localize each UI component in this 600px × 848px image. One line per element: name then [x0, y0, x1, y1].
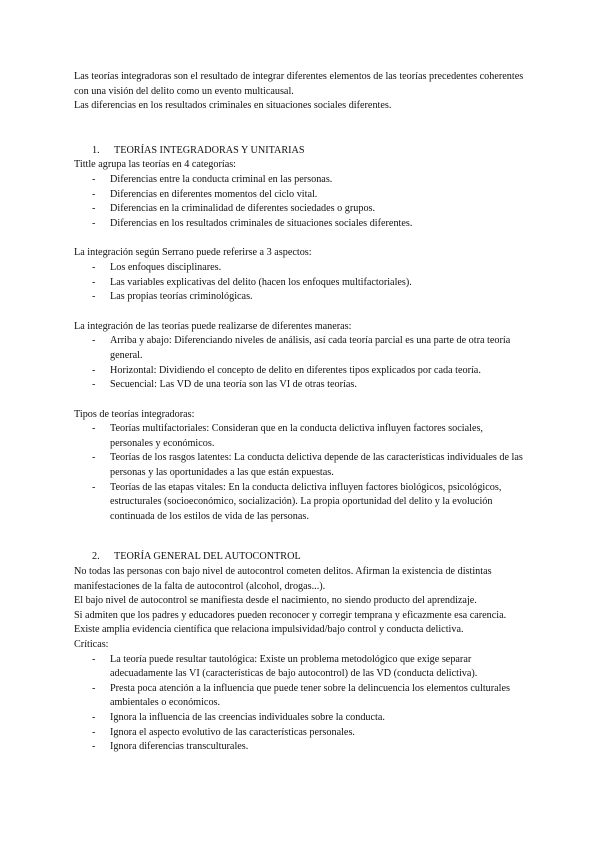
- block-lead: Tittle agrupa las teorías en 4 categorías:: [74, 159, 237, 171]
- dash-marker: -: [92, 653, 96, 665]
- list-item: - Presta poca atención a la influencia que puede tener sobre la delincuencia los elementos culturales ambientales o económicos.: [92, 682, 510, 709]
- section-1-block-3: [74, 320, 526, 393]
- list-item: - Horizontal: Dividiendo el concepto de delito en diferentes tipos explicados por cada teoría.: [74, 364, 526, 379]
- list-item: - Diferencias en diferentes momentos del ciclo vital.: [74, 188, 526, 203]
- dash-list: [74, 422, 526, 524]
- dash-marker: -: [92, 741, 96, 753]
- list-item: - Los enfoques disciplinares.: [74, 261, 526, 276]
- list-item: - Ignora el aspecto evolutivo de las características personales.: [74, 726, 526, 741]
- section-1-block-1: [74, 158, 526, 231]
- intro-paragraph-2: Las diferencias en los resultados criminales en situaciones sociales diferentes.: [74, 100, 392, 112]
- list-item: - La teoría puede resultar tautológica: Existe un problema metodológico que exige separar adecuadamente las VI (características de bajo autocontrol) de las VD (conducta delictiva).: [92, 653, 478, 680]
- dash-list: [74, 261, 526, 305]
- dash-list: [74, 173, 526, 231]
- dash-marker: -: [92, 335, 96, 347]
- section-2-heading: [74, 550, 526, 565]
- list-item: - Ignora diferencias transculturales.: [74, 740, 526, 755]
- dash-list: [74, 334, 526, 392]
- list-item: - Las variables explicativas del delito (hacen los enfoques multifactoriales).: [74, 276, 526, 291]
- list-item: - Arriba y abajo: Diferenciando niveles de análisis, así cada teoría parcial es una parte de otra teoría general.: [92, 335, 511, 361]
- section-2-number: 2.: [92, 551, 100, 563]
- intro: [74, 70, 526, 114]
- dash-marker: -: [92, 379, 96, 391]
- paragraph: El bajo nivel de autocontrol se manifiesta desde el nacimiento, no siendo producto del aprendizaje.: [74, 595, 477, 607]
- section-1-number: 1.: [92, 144, 100, 156]
- section-2-title: TEORÍA GENERAL DEL AUTOCONTROL: [114, 551, 301, 563]
- section-1-block-2: [74, 246, 526, 304]
- dash-marker: -: [92, 188, 96, 200]
- dash-marker: -: [92, 423, 96, 435]
- dash-marker: -: [92, 203, 96, 215]
- section-1-title: TEORÍAS INTEGRADORAS Y UNITARIAS: [114, 144, 305, 156]
- dash-marker: -: [92, 682, 96, 694]
- dash-marker: -: [92, 217, 96, 229]
- dash-marker: -: [92, 261, 96, 273]
- critiques-list: [74, 653, 526, 755]
- paragraph: Existe amplia evidencia científica que relaciona impulsividad/bajo control y conducta delictiva.: [74, 624, 464, 636]
- section-1-heading: [74, 144, 526, 159]
- list-item: - Teorías de los rasgos latentes: La conducta delictiva depende de las características individuales de las personas y las oportunidades a las que están expuestas.: [92, 452, 523, 479]
- dash-marker: -: [92, 481, 96, 493]
- section-2-body: [74, 565, 526, 755]
- list-item: - Teorías multifactoriales: Consideran que en la conducta delictiva influyen factores sociales, personales y económicos.: [92, 423, 483, 449]
- list-item: - Diferencias en la criminalidad de diferentes sociedades o grupos.: [74, 202, 526, 217]
- list-item: - Ignora la influencia de las creencias individuales sobre la conducta.: [74, 711, 526, 726]
- block-lead: La integración de las teorías puede realizarse de diferentes maneras:: [74, 320, 352, 332]
- section-1-block-4: [74, 408, 526, 525]
- paragraph: No todas las personas con bajo nivel de autocontrol cometen delitos. Afirman la existencia de distintas manifestaciones de la falta de autocontrol (alcohol, drogas...).: [74, 566, 492, 592]
- dash-marker: -: [92, 452, 96, 464]
- list-item: - Diferencias entre la conducta criminal en las personas.: [74, 173, 526, 188]
- dash-marker: -: [92, 726, 96, 738]
- list-item: - Diferencias en los resultados criminales de situaciones sociales diferentes.: [74, 217, 526, 232]
- paragraph: Si admiten que los padres y educadores pueden reconocer y corregir temprana y eficazmente esa carencia.: [74, 609, 507, 621]
- document-page: [74, 70, 526, 755]
- dash-marker: -: [92, 291, 96, 303]
- dash-marker: -: [92, 711, 96, 723]
- dash-marker: -: [92, 276, 96, 288]
- block-lead: Tipos de teorías integradoras:: [74, 408, 195, 420]
- critiques-lead: Críticas:: [74, 639, 109, 650]
- intro-paragraph-1: Las teorías integradoras son el resultado de integrar diferentes elementos de las teorías precedentes coherentes con una visión del delito como un evento multicausal.: [74, 71, 524, 97]
- dash-marker: -: [92, 364, 96, 376]
- dash-marker: -: [92, 173, 96, 185]
- block-lead: La integración según Serrano puede referirse a 3 aspectos:: [74, 247, 312, 259]
- list-item: - Las propias teorías criminológicas.: [74, 290, 526, 305]
- list-item: - Secuencial: Las VD de una teoría son las VI de otras teorías.: [74, 378, 526, 393]
- list-item: - Teorías de las etapas vitales: En la conducta delictiva influyen factores biológicos, psicológicos, estructurales (socioeconómico, socialización). La propia oportunidad del delito y la evolución continuada de los estilos de vida de las personas.: [92, 481, 502, 522]
